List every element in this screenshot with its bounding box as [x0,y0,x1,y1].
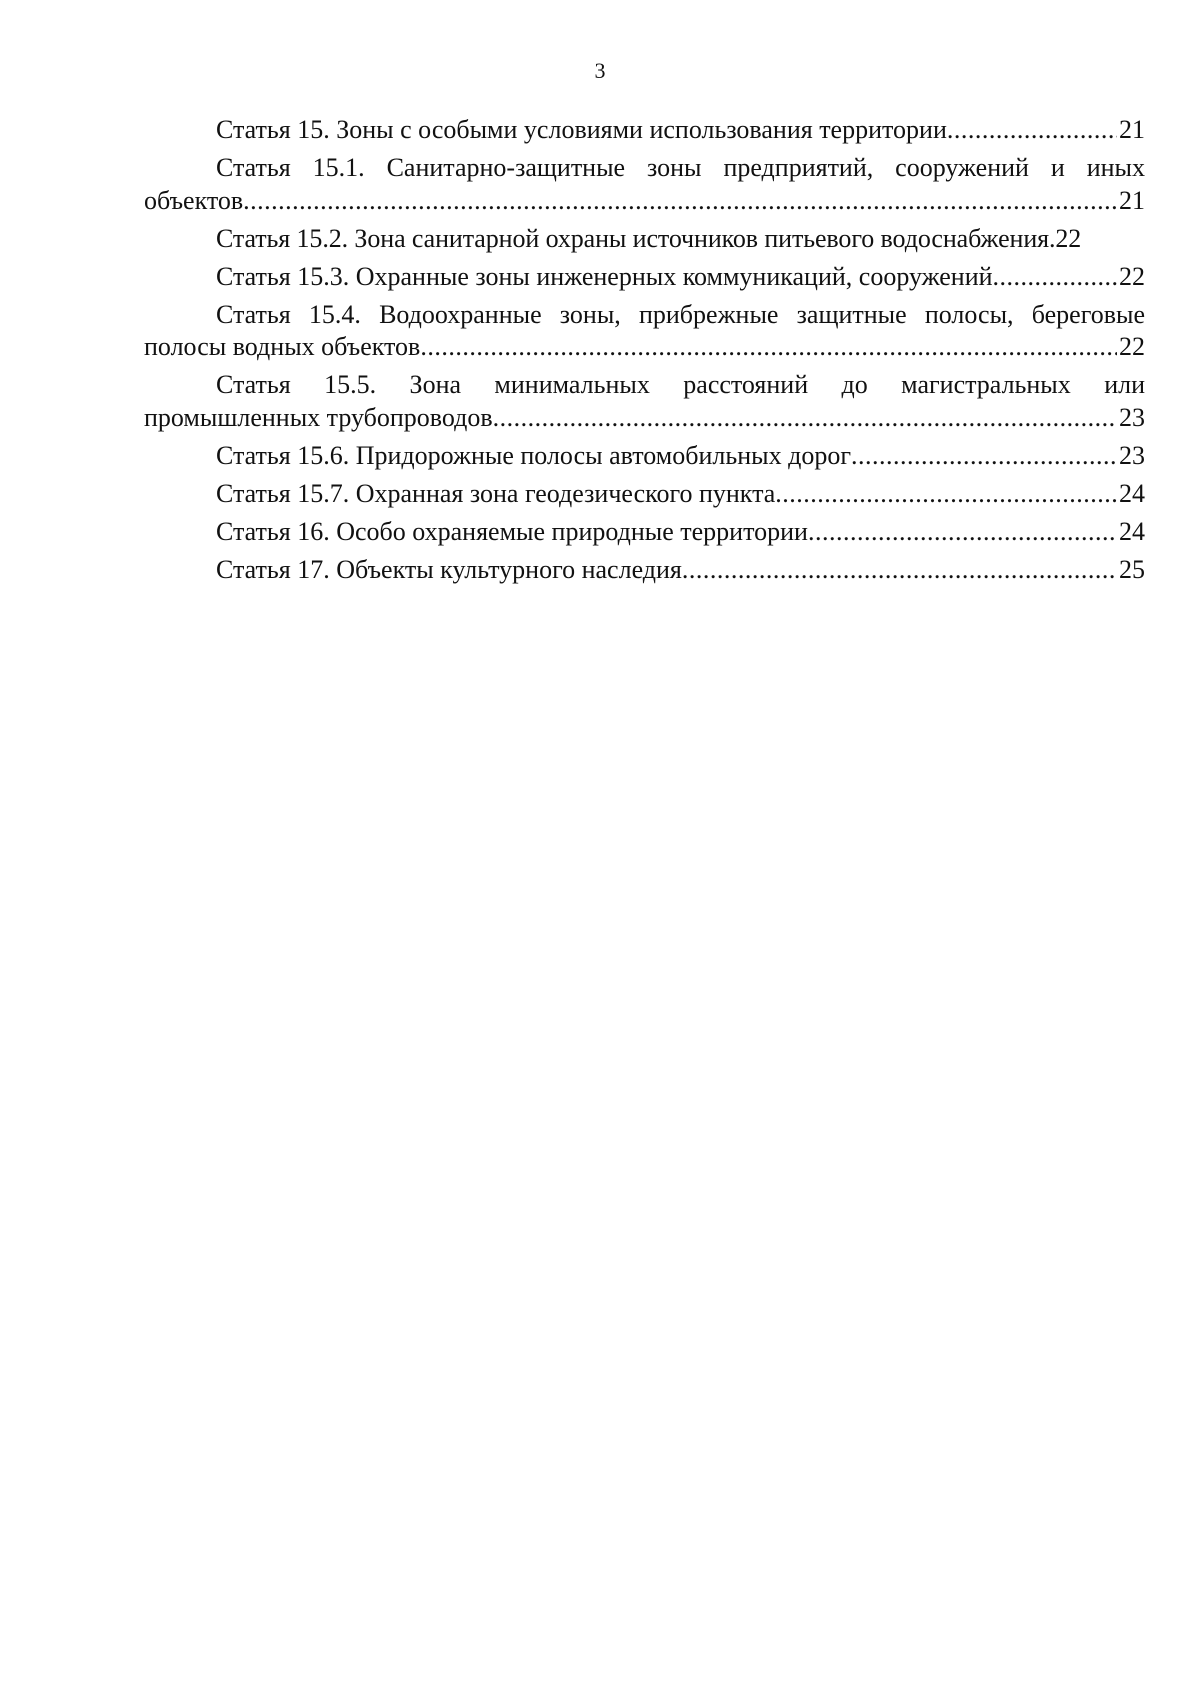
toc-entry-15-2[interactable] [144,223,1145,256]
toc-leader-dots [808,516,1117,549]
toc-entry-page: 22 [1119,261,1145,291]
toc-entry-15-1[interactable] [144,152,1145,217]
toc-entry-page: 21 [1119,115,1145,144]
toc-leader-dots [243,185,1117,218]
toc-leader-dots [420,331,1117,364]
toc-entry-page: 24 [1119,516,1145,546]
toc-entry-title: Статья 17. Объекты культурного наследия [216,554,682,584]
toc-entry-15-5[interactable] [144,369,1145,434]
toc-entry-title: Статья 15.2. Зона санитарной охраны источников питьевого водоснабжения. [216,223,1056,253]
toc-leader-dots [947,114,1117,147]
toc-entry-15-4[interactable] [144,299,1145,364]
page-number: 3 [594,58,606,83]
toc-entry-title: Статья 15.3. Охранные зоны инженерных коммуникаций, сооружений [216,261,993,291]
toc-leader-dots [851,440,1117,473]
toc-entry-title: объектов [144,185,244,215]
toc-entry-16[interactable] [144,516,1145,549]
toc-entry-title: Статья 16. Особо охраняемые природные территории [216,516,808,546]
toc-entry-17[interactable] [144,554,1145,587]
toc-entry-title: Статья 15. Зоны с особыми условиями использования территории [216,115,947,144]
toc-entry-15-3[interactable] [144,261,1145,294]
toc-entry-title: Статья 15.7. Охранная зона геодезического пункта [216,478,776,508]
toc-entry-title: Статья 15.6. Придорожные полосы автомобильных дорог [216,440,851,470]
toc-entry-page: 25 [1119,554,1145,584]
toc-entry-page: 24 [1119,478,1145,508]
toc-entry-page: 23 [1119,440,1145,470]
toc-entry-15[interactable] [144,114,1145,147]
toc-entry-page: 21 [1119,185,1145,215]
toc-entry-15-7[interactable] [144,478,1145,511]
table-of-contents [144,114,1145,592]
toc-leader-dots [493,402,1117,435]
toc-entry-title-line1: Статья 15.1. Санитарно-защитные зоны предприятий, сооружений и иных [216,153,1145,182]
toc-entry-page: 22 [1055,223,1082,253]
toc-entry-title-line1: Статья 15.5. Зона минимальных расстояний до магистральных или [216,370,1145,399]
toc-entry-page: 22 [1119,332,1145,361]
toc-leader-dots [993,261,1117,294]
toc-leader-dots [682,554,1117,587]
toc-entry-title-line1: Статья 15.4. Водоохранные зоны, прибрежные защитные полосы, береговые [216,299,1145,329]
toc-entry-title: полосы водных объектов [144,332,421,361]
toc-entry-15-6[interactable] [144,440,1145,473]
toc-entry-page: 23 [1119,402,1145,432]
toc-leader-dots [775,478,1117,511]
toc-entry-title: промышленных трубопроводов [144,402,493,432]
